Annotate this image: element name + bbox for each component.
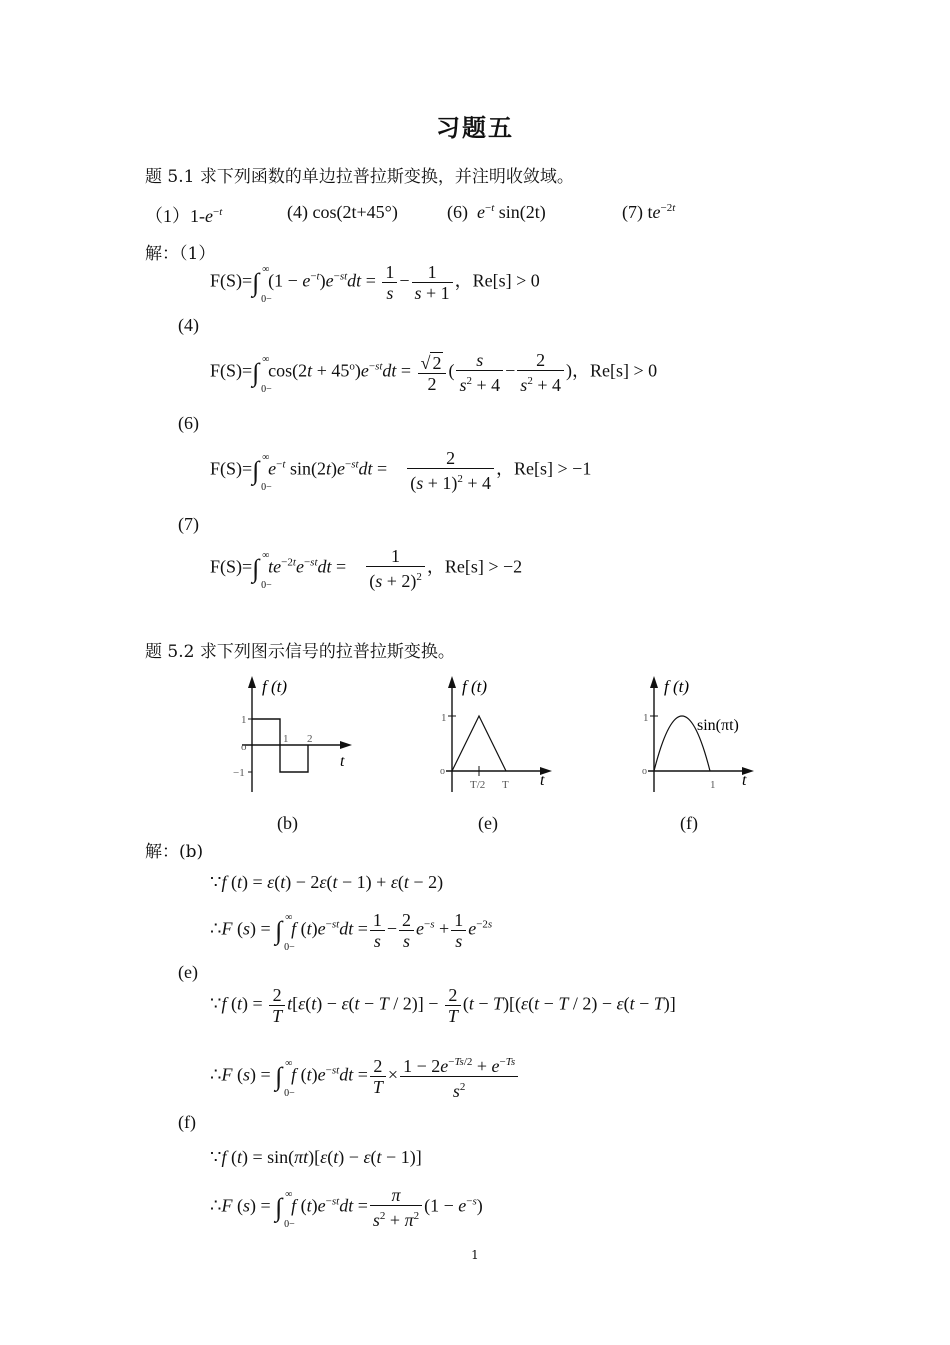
equation-f-fs: ∴F (s) = ∫ ∞ 0− f $(t)e^{-st}dt$ = $\frac{\pi}{s^2 + \pi^2}$ $(1 - e^{-s})$	[210, 1185, 483, 1230]
graph-e-tick-x-half: T/2	[470, 779, 486, 791]
graph-b-tick-x-1: 1	[283, 733, 289, 745]
equation-e-fs: ∴F (s) = ∫ ∞ 0− f $(t)e^{-st}dt$ = $\frac{2}{T}$ × $\frac{1 - 2e^{-Ts/2} + e^{-Ts}}{s^2}$	[210, 1052, 520, 1101]
equation-5-1-7: F(S)=∫ ∞ 0− $te^{-2t}e^{-st}dt$ = $\frac{1}{(s + 2)^2}$ ，Re[s] > −2	[210, 546, 523, 591]
label-part-7: (7)	[178, 514, 199, 534]
graph-b-tick-y-1: 1	[241, 714, 247, 726]
problem-5-2-statement: 题 5.2 求下列图示信号的拉普拉斯变换。	[145, 642, 455, 662]
label-f: (f)	[178, 1112, 196, 1132]
roc-5-1-4: ，Re[s] > 0	[571, 360, 658, 381]
problem-5-1-part-1: $(1)1-e^{-t}$	[145, 206, 223, 226]
problem-5-1-part-7: (7) $te^{-2t}$	[622, 202, 676, 222]
graph-f-tick-x-1: 1	[710, 779, 716, 791]
caption-b: (b)	[277, 813, 298, 833]
graph-f	[630, 672, 760, 797]
roc-5-1-7: ，Re[s] > −2	[426, 556, 523, 577]
equation-5-1-4: F(S)=∫ ∞ 0− $\cos(2t + 45^o)e^{-st}dt$ = $\frac{√ 2}{2}$ ( $\frac{s}{s^2 + 4}$ − $\frac{2}{s^2 + 4}$ )，Re[s] > 0	[210, 350, 658, 395]
caption-e: (e)	[478, 813, 498, 833]
page-title: 习题五	[436, 113, 514, 142]
graph-e-tick-origin: o	[440, 766, 445, 777]
graph-b-tick-origin: o	[241, 741, 247, 753]
page-number: 1	[471, 1248, 479, 1262]
graph-e-tick-y-1: 1	[441, 712, 447, 724]
label-part-6: (6)	[178, 413, 199, 433]
equation-5-1-1: F(S)=∫ ∞ 0− $(1 - e^{-t})e^{-st}dt$ = $\frac{1}{s}$ − $\frac{1}{s + 1}$ ，Re[s] > 0	[210, 262, 540, 305]
equation-f-ft: ∵f (t) = sin(πt)[ε(t) − ε(t − 1)]	[210, 1147, 422, 1167]
equation-b-fs: ∴F (s) = ∫ ∞ 0− f $(t)e^{-st}dt$ = $\frac{1}{s}$ − $\frac{2}{s}$ $e^{-s}$ + $\frac{1}{s}$ $e^{-2s}$	[210, 910, 493, 953]
graph-f-tick-y-1: 1	[643, 712, 649, 724]
problem-5-1-part-4: (4) cos(2t+45°)	[287, 202, 398, 222]
graph-b	[228, 672, 358, 797]
graph-f-x-label: t	[742, 772, 747, 789]
solution-5-1-header: 解：（1）	[145, 244, 216, 264]
solution-5-2-header: 解：(b)	[145, 842, 204, 862]
graph-f-tick-origin: o	[642, 766, 647, 777]
equation-5-1-6: F(S)=∫ ∞ 0− $e^{-t}$ $\sin(2t)e^{-st}dt$ = $\frac{2}{(s + 1)^2 + 4}$ ，Re[s] > −1	[210, 448, 592, 493]
graph-f-y-label: f (t)	[664, 677, 690, 696]
problem-5-1-part-6: (6) $e^{-t}$ sin(2t)	[447, 202, 546, 222]
graph-b-tick-x-2: 2	[307, 733, 313, 745]
problem-5-1-statement: 题 5.1 求下列函数的单边拉普拉斯变换，并注明收敛域。	[145, 167, 574, 187]
caption-f: (f)	[680, 813, 698, 833]
graph-b-y-label: f (t)	[262, 677, 288, 696]
graph-b-tick-y-neg1: −1	[233, 767, 245, 779]
graph-e	[428, 672, 558, 797]
label-part-4: (4)	[178, 315, 199, 335]
graph-e-y-label: f (t)	[462, 677, 488, 696]
graph-e-tick-x-t: T	[502, 779, 509, 791]
equation-e-ft: ∵f (t) = $\frac{2}{T}$ t[ε(t) − ε(t − T / 2)] − $\frac{2}{T}$ (t − T)[(ε(t − T / 2) − ε(t − T)]	[210, 985, 676, 1026]
roc-5-1-6: ，Re[s] > −1	[496, 458, 592, 479]
label-e: (e)	[178, 962, 198, 982]
equation-b-ft: ∵f (t) = ε(t) − 2ε(t − 1) + ε(t − 2)	[210, 872, 444, 892]
graph-b-x-label: t	[340, 753, 345, 770]
graph-e-x-label: t	[540, 772, 545, 789]
roc-5-1-1: ，Re[s] > 0	[454, 270, 540, 291]
graph-f-curve-label: sin(πt)	[697, 717, 739, 734]
